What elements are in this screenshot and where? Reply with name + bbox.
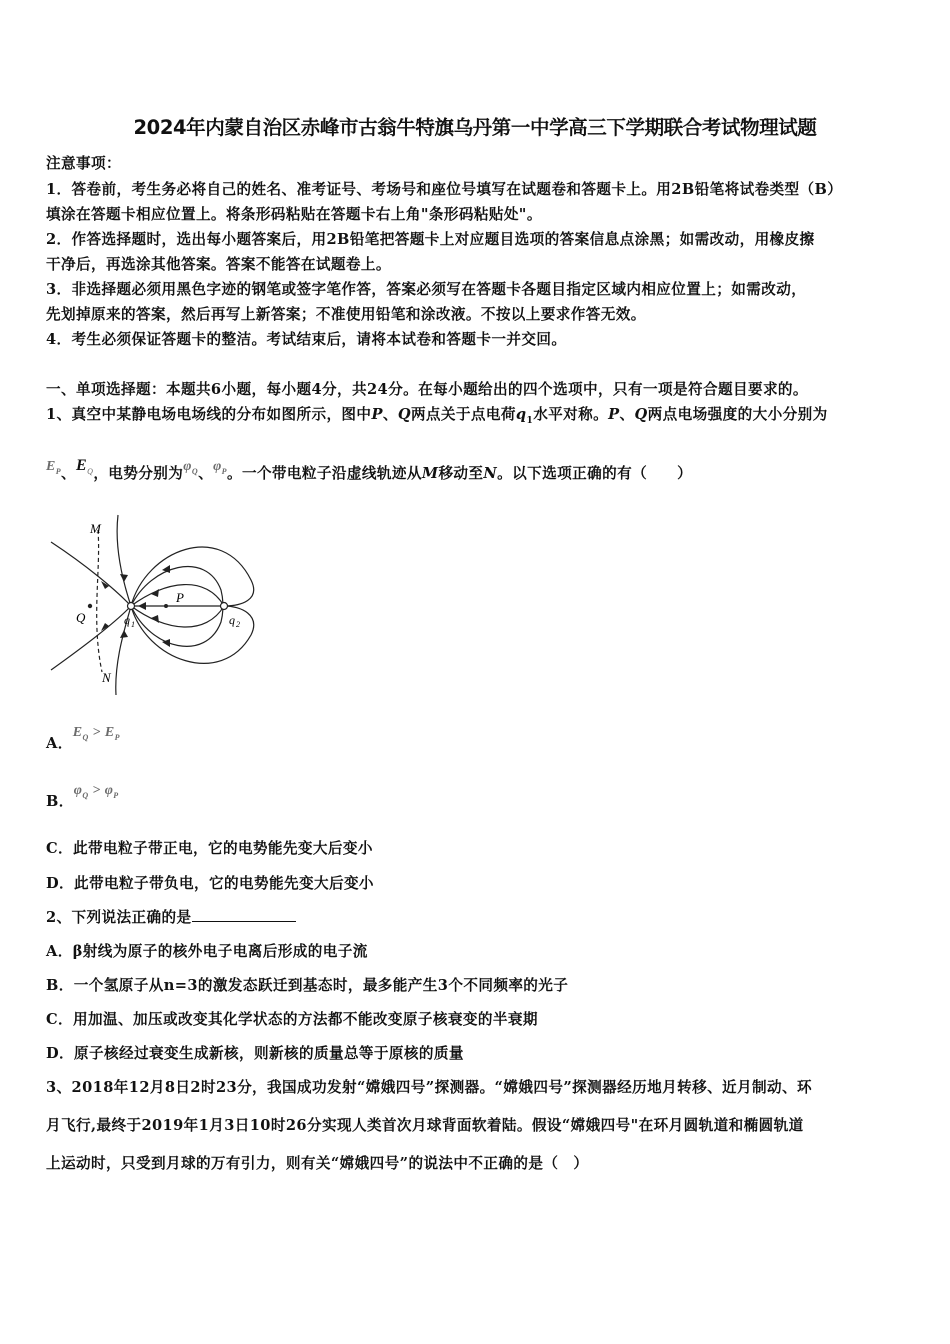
- question-1-stem-line-2: [46, 457, 693, 484]
- q2-option-d: D．原子核经过衰变生成新核，则新核的质量总等于原核的质量: [46, 1045, 464, 1062]
- phi-q-symbol: $\varphi_Q$: [183, 459, 199, 476]
- notice-line-2: 填涂在答题卡相应位置上。将条形码粘贴在答题卡右上角"条形码粘贴处"。: [46, 206, 542, 223]
- question-1-stem-line-1: [46, 403, 828, 426]
- label-p: P: [176, 590, 184, 605]
- q1-option-a: A．$E_Q > E_P$: [46, 725, 120, 752]
- q1-var-q: Q: [397, 406, 411, 423]
- q1-text: 、: [382, 406, 398, 423]
- notice-line-6: 先划掉原来的答案，然后再写上新答案；不准使用铅笔和涂改液。不按以上要求作答无效。: [46, 306, 646, 323]
- notice-line-7: 4．考生必须保证答题卡的整洁。考试结束后，请将本试卷和答题卡一并交回。: [46, 331, 567, 348]
- q1-text: 。一个带电粒子沿虚线轨迹从: [226, 465, 422, 482]
- label-q1: q: [124, 613, 130, 627]
- q1-text: 、: [198, 465, 214, 482]
- q2-option-a: A．β射线为原子的核外电子电离后形成的电子流: [46, 943, 368, 960]
- arrow-upper-vertical: [120, 574, 128, 582]
- page-title: 2024年内蒙自治区赤峰市古翁牛特旗乌丹第一中学高三下学期联合考试物理试题: [133, 116, 817, 139]
- label-q2-sub: 2: [236, 620, 240, 629]
- q1-text: 移动至: [438, 465, 484, 482]
- field-line-lower-outer: [131, 606, 254, 663]
- phi-p-symbol: $\varphi_P$: [213, 459, 227, 476]
- answer-blank: [192, 909, 296, 922]
- arrow-horizontal: [138, 602, 146, 610]
- point-p: [164, 604, 168, 608]
- charge-q1: [128, 603, 135, 610]
- q1-var-q1: q: [515, 406, 527, 423]
- q2-option-b: B．一个氢原子从n=3的激发态跃迁到基态时，最多能产生3个不同频率的光子: [46, 977, 569, 994]
- charge-q2: [221, 603, 228, 610]
- eq-symbol: $E_Q$: [76, 457, 94, 477]
- question-3-line-2: 月飞行,最终于2019年1月3日10时26分实现人类首次月球背面软着陆。假设“嫦娥四号"在环月圆轨道和椭圆轨道: [46, 1117, 804, 1134]
- q1-text: 水平对称。: [533, 406, 609, 423]
- question-3-line-1: 3、2018年12月8日2时23分，我国成功发射“嫦娥四号”探测器。“嫦娥四号”探测器经历地月转移、近月制动、环: [46, 1079, 813, 1096]
- q1-var-q: Q: [634, 406, 648, 423]
- q1-text: 两点电场强度的大小分别为: [647, 406, 828, 423]
- field-line-lower-left: [51, 606, 131, 670]
- option-a-formula: $E_Q > E_P$: [72, 725, 120, 742]
- question-2-stem: 2、下列说法正确的是: [46, 906, 296, 927]
- label-n: N: [102, 670, 111, 685]
- notice-line-4: 干净后，再选涂其他答案。答案不能答在试题卷上。: [46, 256, 391, 273]
- q1-option-b: B．$\varphi_Q > \varphi_P$: [46, 783, 119, 810]
- q1-text: 、: [619, 406, 635, 423]
- q1-var-p: P: [371, 406, 383, 423]
- q1-text: 两点关于点电荷: [410, 406, 516, 423]
- q1-text: 1、真空中某静电场电场线的分布如图所示，图中: [46, 406, 372, 423]
- point-q: [88, 604, 92, 608]
- arrow-lower-vertical: [120, 630, 128, 638]
- q1-var-p: P: [608, 406, 620, 423]
- q1-text: 。以下选项正确的有（ ）: [497, 465, 693, 482]
- label-q1-sub: 1: [131, 620, 135, 629]
- electric-field-diagram: [46, 510, 276, 695]
- q1-var-n: N: [483, 465, 498, 482]
- notice-line-1: 1．答卷前，考生务必将自己的姓名、准考证号、考场号和座位号填写在试题卷和答题卡上。用2B铅笔将试卷类型（B）: [46, 181, 843, 198]
- q1-option-d: D．此带电粒子带负电，它的电势能先变大后变小: [46, 875, 374, 892]
- field-line-upper-vertical: [117, 515, 131, 606]
- section-heading: 一、单项选择题：本题共6小题，每小题4分，共24分。在每小题给出的四个选项中，只有一项是符合题目要求的。: [46, 381, 808, 398]
- q1-var-q1-sub: 1: [526, 415, 534, 426]
- field-line-upper-left: [51, 542, 131, 606]
- label-q: Q: [76, 610, 86, 625]
- question-3-line-3: 上运动时，只受到月球的万有引力，则有关“嫦娥四号”的说法中不正确的是（ ）: [46, 1155, 589, 1172]
- q1-text: ，电势分别为: [93, 465, 184, 482]
- option-b-formula: $\varphi_Q > \varphi_P$: [73, 783, 119, 800]
- label-q2: q: [229, 613, 235, 627]
- q1-text: 、: [61, 465, 77, 482]
- notice-heading: 注意事项：: [46, 155, 121, 172]
- particle-trajectory: [97, 530, 102, 672]
- label-m: M: [90, 521, 101, 536]
- q1-option-c: C．此带电粒子带正电，它的电势能先变大后变小: [46, 840, 373, 857]
- notice-line-3: 2．作答选择题时，选出每小题答案后，用2B铅笔把答题卡上对应题目选项的答案信息点涂黑；如需改动，用橡皮擦: [46, 231, 815, 248]
- field-line-upper-outer: [131, 547, 254, 606]
- ep-symbol: $E_P$: [46, 459, 62, 476]
- q1-var-m: M: [421, 465, 439, 482]
- notice-line-5: 3．非选择题必须用黑色字迹的钢笔或签字笔作答，答案必须写在答题卡各题目指定区域内相应位置上；如需改动，: [46, 281, 807, 298]
- q2-option-c: C．用加温、加压或改变其化学状态的方法都不能改变原子核衰变的半衰期: [46, 1011, 538, 1028]
